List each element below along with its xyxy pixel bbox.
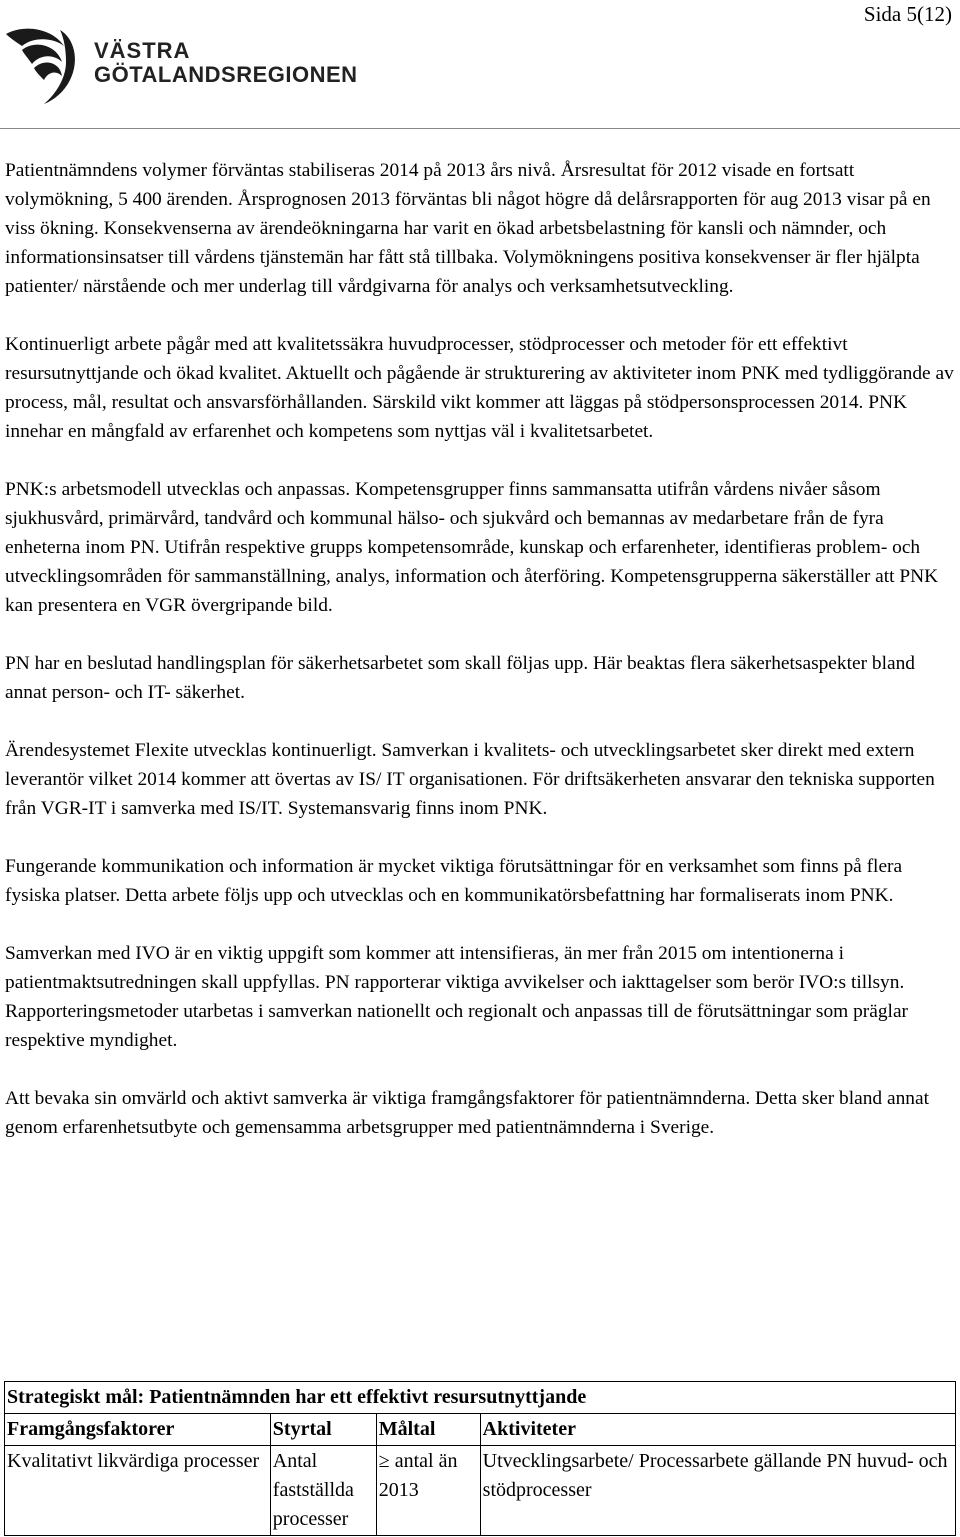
- table-cell: Antal fastställda processer: [270, 1446, 376, 1536]
- table-cell: Utvecklingsarbete/ Processarbete gällande PN huvud- och stödprocesser: [480, 1446, 955, 1536]
- paragraph: PNK:s arbetsmodell utvecklas och anpassas. Kompetensgrupper finns sammansatta utifrån vårdens nivåer såsom sjukhusvård, primärvård, tandvård och kommunal hälso- och sjukvård och bemannas av medarbetare från de fyra enheterna inom PN. Utifrån respektive grupps kompetensområde, kunskap och erfarenheter, identifieras problem- och utvecklingsområden för sammanställning, analys, information och återföring. Kompetensgrupperna säkerställer att PNK kan presentera en VGR övergripande bild.: [5, 479, 939, 616]
- vgr-logo: [4, 24, 404, 108]
- column-header: Styrtal: [270, 1414, 376, 1446]
- vgr-emblem-icon: [4, 24, 90, 108]
- table-cell: Kvalitativt likvärdiga processer: [5, 1446, 271, 1536]
- column-header: Framgångsfaktorer: [5, 1414, 271, 1446]
- header-divider: [0, 128, 960, 129]
- goal-table-title: Strategiskt mål: Patientnämnden har ett effektivt resursutnyttjande: [5, 1382, 956, 1414]
- page-number: Sida 5(12): [863, 2, 952, 26]
- table-row: [5, 1446, 956, 1536]
- logo-line1: VÄSTRA: [94, 38, 191, 63]
- goal-table: [4, 1381, 956, 1536]
- paragraph: Fungerande kommunikation och information är mycket viktiga förutsättningar för en verksamhet som finns på flera fysiska platser. Detta arbete följs upp och utvecklas och en kommunikatörsbefattning har formaliserats inom PNK.: [5, 856, 903, 906]
- column-header: Måltal: [376, 1414, 480, 1446]
- paragraph: Samverkan med IVO är en viktig uppgift som kommer att intensifieras, än mer från 2015 om intentionerna i patientmaktsutredningen skall uppfyllas. PN rapporterar viktiga avvikelser och iakttagelser som berör IVO:s tillsyn. Rapporteringsmetoder utarbetas i samverkan nationellt och regionalt och anpassas till de förutsättningar som präglar respektive myndighet.: [5, 943, 909, 1051]
- column-header: Aktiviteter: [480, 1414, 955, 1446]
- paragraph: Kontinuerligt arbete pågår med att kvalitetssäkra huvudprocesser, stödprocesser och metoder för ett effektivt resursutnyttjande och ökad kvalitet. Aktuellt och pågående är strukturering av aktiviteter inom PNK med tydliggörande av process, mål, resultat och ansvarsförhållanden. Särskild vikt kommer att läggas på stödpersonsprocessen 2014. PNK innehar en mångfald av erfarenhet och kompetens som nyttjas väl i kvalitetsarbetet.: [5, 334, 954, 442]
- logo-line2: GÖTALANDSREGIONEN: [94, 62, 358, 87]
- body-text: [5, 156, 955, 1171]
- paragraph: Patientnämndens volymer förväntas stabiliseras 2014 på 2013 års nivå. Årsresultat för 2012 visade en fortsatt volymökning, 5 400 ärenden. Årsprognosen 2013 förväntas bli något högre då delårsrapporten för aug 2013 visar på en viss ökning. Konsekvenserna av ärendeökningarna har varit en ökad arbetsbelastning för kansli och nämnder, och informationsinsatser till vårdens tjänstemän har fått stå tillbaka. Volymökningens positiva konsekvenser är fler hjälpta patienter/ närstående och mer underlag till vårdgivarna för analys och verksamhetsutveckling.: [5, 160, 931, 297]
- paragraph: Ärendesystemet Flexite utvecklas kontinuerligt. Samverkan i kvalitets- och utvecklingsarbetet sker direkt med extern leverantör vilket 2014 kommer att övertas av IS/ IT organisationen. För driftsäkerheten ansvarar den tekniska supporten från VGR-IT i samverka med IS/IT. Systemansvarig finns inom PNK.: [5, 740, 935, 819]
- paragraph: Att bevaka sin omvärld och aktivt samverka är viktiga framgångsfaktorer för patientnämnderna. Detta sker bland annat genom erfarenhetsutbyte och gemensamma arbetsgrupper med patientnämnderna i Sverige.: [5, 1088, 929, 1138]
- paragraph: PN har en beslutad handlingsplan för säkerhetsarbetet som skall följas upp. Här beaktas flera säkerhetsaspekter bland annat person- och IT- säkerhet.: [5, 653, 915, 703]
- table-cell: ≥ antal än 2013: [376, 1446, 480, 1536]
